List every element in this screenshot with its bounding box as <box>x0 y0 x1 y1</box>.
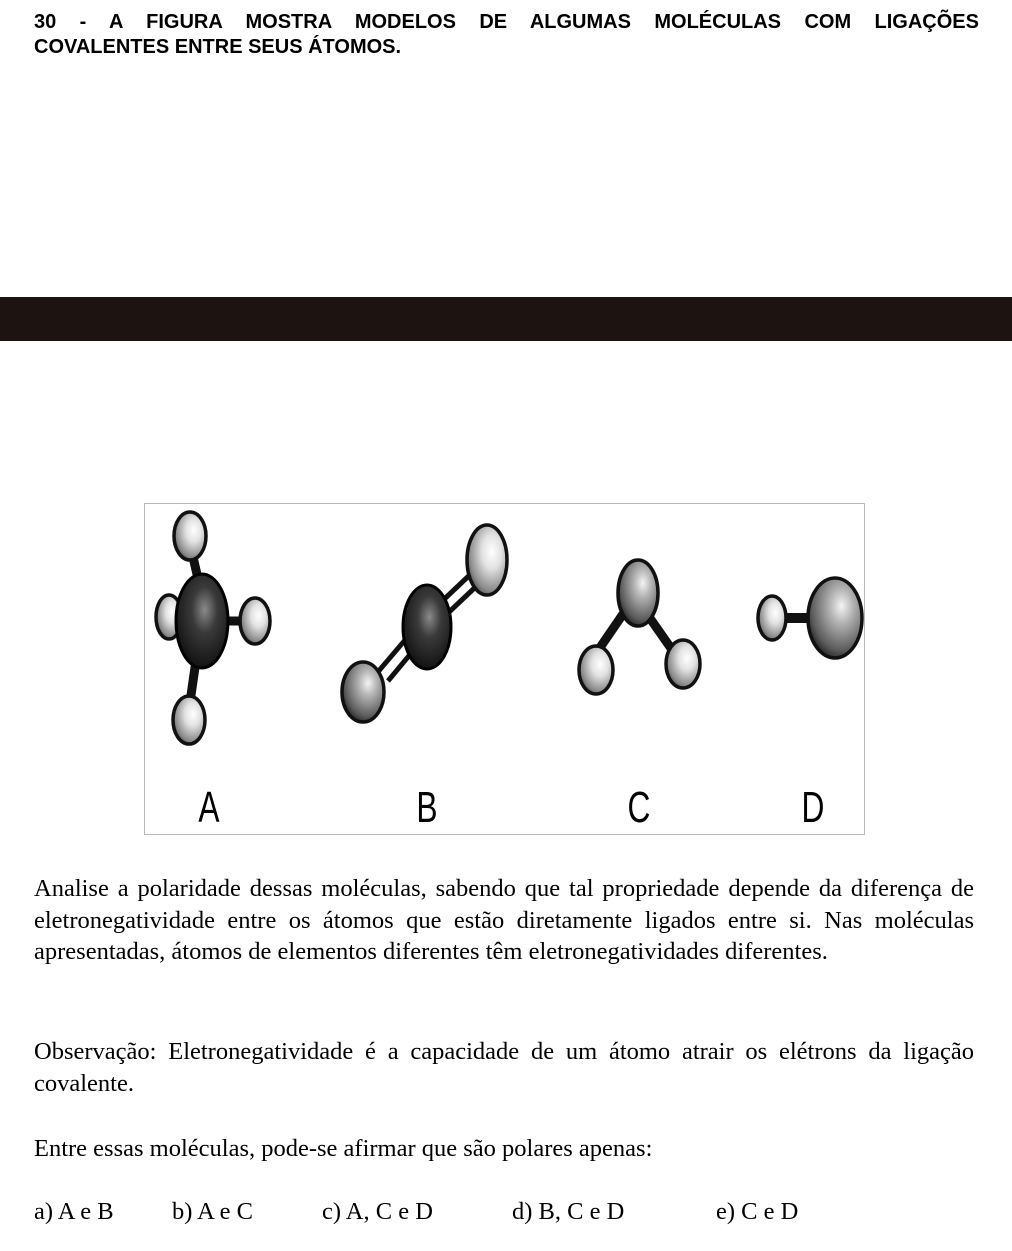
question-title <box>34 10 979 60</box>
label-molecule-c: C <box>627 783 651 832</box>
answer-options <box>0 1196 1012 1230</box>
question-title-line2: COVALENTES ENTRE SEUS ÁTOMOS. <box>34 36 402 58</box>
molecule-figure <box>144 503 865 835</box>
option-e[interactable]: e) C e D <box>716 1198 799 1225</box>
option-c[interactable]: c) A, C e D <box>322 1198 433 1225</box>
label-molecule-d: D <box>801 783 825 832</box>
option-d[interactable]: d) B, C e D <box>512 1198 625 1225</box>
dark-divider-bar <box>0 297 1012 341</box>
option-b[interactable]: b) A e C <box>172 1198 253 1225</box>
question-prompt: Entre essas moléculas, pode-se afirmar que são polares apenas: <box>34 1135 653 1162</box>
context-paragraph: Analise a polaridade dessas moléculas, sabendo que tal propriedade depende da diferença de eletronegatividade entre os átomos que estão diretamente ligados entre si. Nas moléculas apresentadas, átomos de elementos diferentes têm eletronegatividades diferentes. <box>34 875 974 965</box>
label-molecule-a: A <box>198 783 220 832</box>
question-title-line1: 30 - A FIGURA MOSTRA MODELOS DE ALGUMAS MOLÉCULAS COM LIGAÇÕES <box>34 11 979 33</box>
label-molecule-b: B <box>416 783 438 832</box>
observation-paragraph: Observação: Eletronegatividade é a capacidade de um átomo atrair os elétrons da ligação covalente. <box>34 1038 974 1097</box>
molecule-c <box>579 560 700 694</box>
molecule-models <box>145 504 866 836</box>
molecule-d <box>758 578 862 658</box>
molecule-a <box>156 512 270 744</box>
molecule-b <box>342 525 507 722</box>
option-a[interactable]: a) A e B <box>34 1198 114 1225</box>
